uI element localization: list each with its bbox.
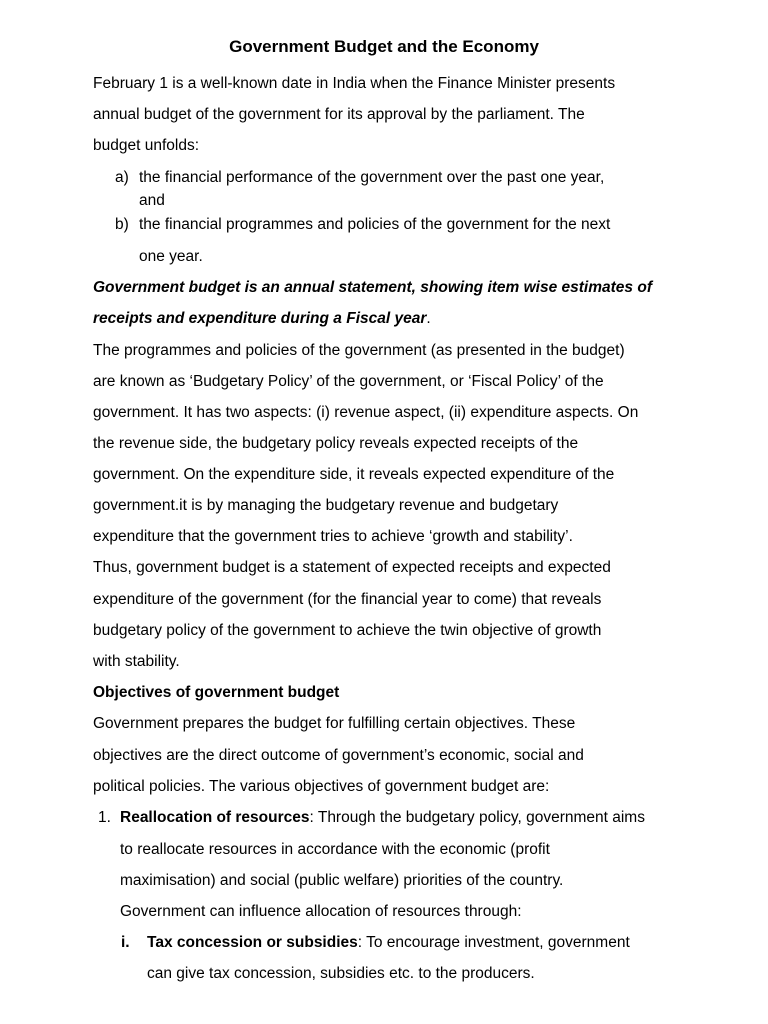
list-item-text: one year.: [139, 248, 203, 265]
list-item-text: the financial programmes and policies of the government for the next: [139, 216, 611, 233]
definition-text: receipts and expenditure during a Fiscal year: [93, 310, 427, 327]
sub-item: [147, 932, 630, 954]
paragraph-line: objectives are the direct outcome of government’s economic, social and: [93, 747, 584, 764]
sub-item-text: : To encourage investment, government: [357, 934, 630, 951]
paragraph-line: The programmes and policies of the government (as presented in the budget): [93, 342, 625, 359]
paragraph-line: the revenue side, the budgetary policy reveals expected receipts of the: [93, 435, 579, 452]
objective-text: : Through the budgetary policy, government aims: [309, 809, 645, 826]
paragraph-line: expenditure of the government (for the financial year to come) that reveals: [93, 591, 602, 608]
intro-line: February 1 is a well-known date in India when the Finance Minister presents: [93, 75, 616, 92]
paragraph-line: government. On the expenditure side, it reveals expected expenditure of the: [93, 466, 615, 483]
paragraph-line: political policies. The various objectives of government budget are:: [93, 778, 550, 795]
paragraph-line: are known as ‘Budgetary Policy’ of the government, or ‘Fiscal Policy’ of the: [93, 373, 604, 390]
paragraph-line: with stability.: [93, 653, 180, 670]
list-marker: a): [115, 169, 129, 186]
paragraph-line: expenditure that the government tries to achieve ‘growth and stability’.: [93, 528, 573, 545]
roman-marker: i.: [121, 934, 130, 951]
list-item-text: the financial performance of the government over the past one year,: [139, 169, 605, 186]
objective-line: Government can influence allocation of resources through:: [120, 903, 522, 920]
paragraph-line: government. It has two aspects: (i) revenue aspect, (ii) expenditure aspects. On: [93, 404, 639, 421]
definition-period: .: [426, 310, 431, 327]
paragraph-line: Thus, government budget is a statement of expected receipts and expected: [93, 559, 611, 576]
numbered-marker: 1.: [98, 809, 111, 826]
section-heading: Objectives of government budget: [93, 684, 340, 701]
intro-line: budget unfolds:: [93, 137, 200, 154]
paragraph-line: Government prepares the budget for fulfilling certain objectives. These: [93, 715, 576, 732]
sub-item-title: Tax concession or subsidies: [147, 934, 358, 951]
definition-line: Government budget is an annual statement, showing item wise estimates of: [93, 279, 652, 296]
definition-line: [93, 308, 431, 330]
list-marker: b): [115, 216, 129, 233]
sub-item-line: can give tax concession, subsidies etc. to the producers.: [147, 965, 535, 982]
list-item-text: and: [139, 192, 165, 209]
page-title: Government Budget and the Economy: [229, 37, 539, 56]
objective-title: Reallocation of resources: [120, 809, 310, 826]
paragraph-line: budgetary policy of the government to achieve the twin objective of growth: [93, 622, 602, 639]
objective-line: to reallocate resources in accordance with the economic (profit: [120, 841, 550, 858]
objective-line: maximisation) and social (public welfare) priorities of the country.: [120, 872, 564, 889]
objective-item: [120, 807, 645, 829]
intro-line: annual budget of the government for its approval by the parliament. The: [93, 106, 585, 123]
paragraph-line: government.it is by managing the budgetary revenue and budgetary: [93, 497, 559, 514]
